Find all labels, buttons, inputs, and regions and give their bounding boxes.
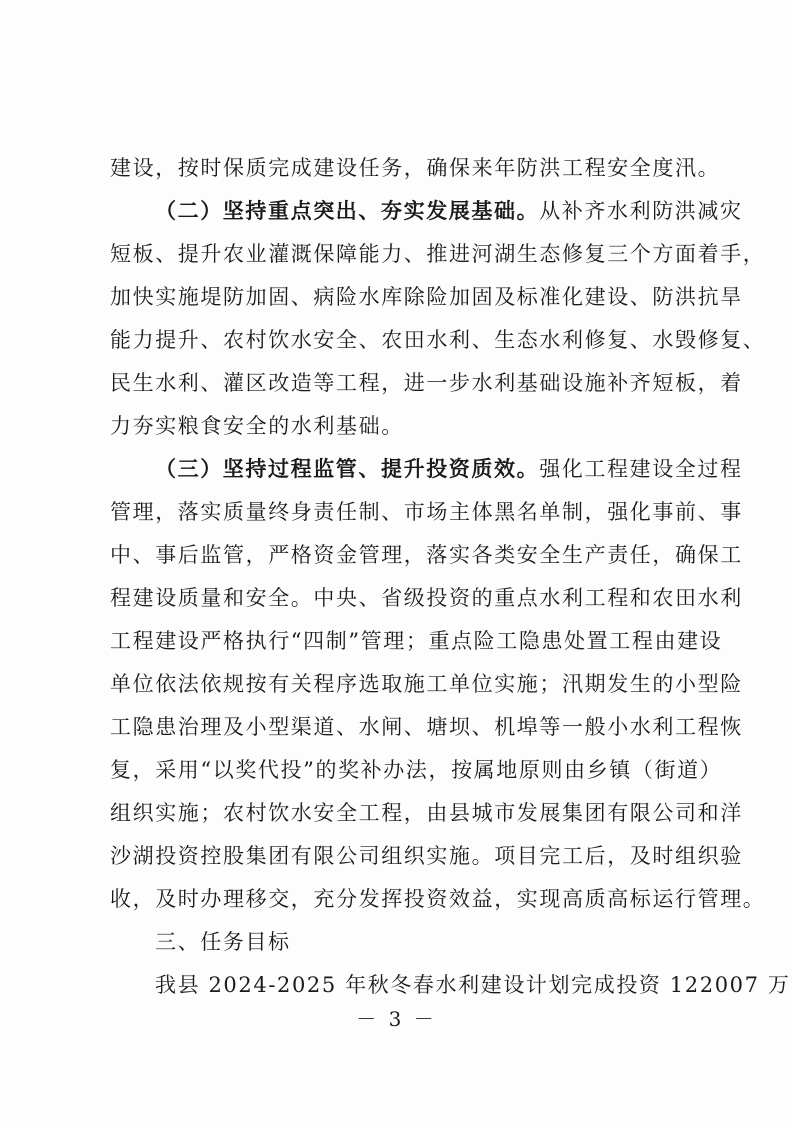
paragraph-line: 力夯实粮食安全的水利基础。 xyxy=(110,414,404,438)
paragraph-line: 加快实施堤防加固、病险水库除险加固及标准化建设、防洪抗旱 xyxy=(110,285,743,309)
paragraph-line: 单位依法依规按有关程序选取施工单位实施；汛期发生的小型险 xyxy=(110,672,743,696)
paragraph-line: 组织实施；农村饮水安全工程，由县城市发展集团有限公司和洋 xyxy=(110,801,743,825)
paragraph-line: 收，及时办理移交，充分发挥投资效益，实现高质高标运行管理。 xyxy=(110,887,766,911)
paragraph-line xyxy=(155,196,743,226)
paragraph-line xyxy=(155,454,743,484)
section-heading: （二）坚持重点突出、夯实发展基础。 xyxy=(155,198,540,223)
paragraph-line: 管理，落实质量终身责任制、市场主体黑名单制，强化事前、事 xyxy=(110,500,743,524)
paragraph-line: 短板、提升农业灌溉保障能力、推进河湖生态修复三个方面着手， xyxy=(110,242,766,266)
paragraph-line: 能力提升、农村饮水安全、农田水利、生态水利修复、水毁修复、 xyxy=(110,328,766,352)
paragraph-line: 工程建设严格执行“四制”管理；重点险工隐患处置工程由建设 xyxy=(110,629,723,653)
paragraph-line: 沙湖投资控股集团有限公司组织实施。项目完工后，及时组织验 xyxy=(110,844,743,868)
paragraph-line: 建设，按时保质完成建设任务，确保来年防洪工程安全度汛。 xyxy=(110,156,721,180)
section-heading: （三）坚持过程监管、提升投资质效。 xyxy=(155,456,540,481)
paragraph-line: 中、事后监管，严格资金管理，落实各类安全生产责任，确保工 xyxy=(110,543,743,567)
paragraph-line: 我县 2024-2025 年秋冬春水利建设计划完成投资 122007 万 xyxy=(155,973,791,997)
paragraph-line: 复，采用“以奖代投”的奖补办法，按属地原则由乡镇（街道） xyxy=(110,758,723,782)
paragraph-line: 工隐患治理及小型渠道、水闸、塘坝、机埠等一般小水利工程恢 xyxy=(110,715,743,739)
paragraph-text: 从补齐水利防洪减灾 xyxy=(539,199,743,223)
paragraph-line: 民生水利、灌区改造等工程，进一步水利基础设施补齐短板，着 xyxy=(110,371,743,395)
page-number: － 3 － xyxy=(356,1007,437,1031)
paragraph-line: 程建设质量和安全。中央、省级投资的重点水利工程和农田水利 xyxy=(110,586,743,610)
paragraph-text: 强化工程建设全过程 xyxy=(539,457,743,481)
section-title: 三、任务目标 xyxy=(155,930,291,954)
